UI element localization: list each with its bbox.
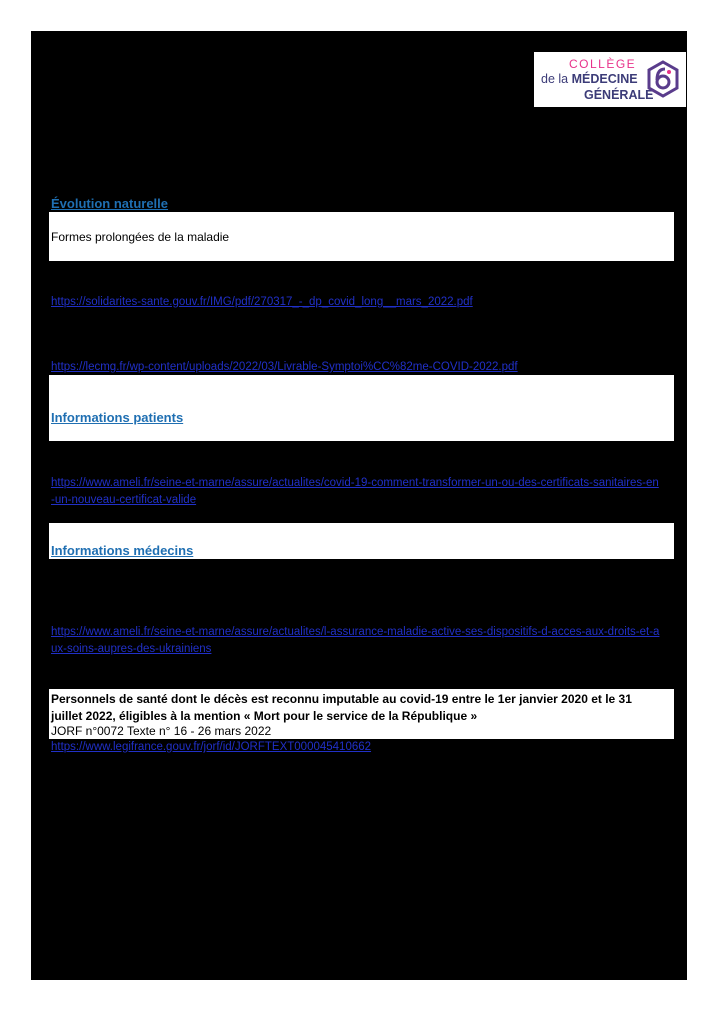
logo-line-2: de la MÉDECINE bbox=[541, 72, 638, 86]
subtitle-formes-prolongees: Formes prolongées de la maladie bbox=[51, 230, 230, 244]
link-ameli-certificats[interactable]: https://www.ameli.fr/seine-et-marne/assure/actualites/covid-19-comment-transformer-un-ou-des-certificats-sanitaires-en-un-nouveau-certificat-valide bbox=[51, 477, 659, 506]
logo-hexagon-icon bbox=[646, 60, 680, 98]
heading-informations-medecins: Informations médecins bbox=[51, 543, 194, 558]
link-legifrance[interactable]: https://www.legifrance.gouv.fr/jorf/id/JORFTEXT000045410662 bbox=[51, 741, 372, 753]
heading-evolution-naturelle: Évolution naturelle bbox=[51, 196, 169, 211]
link-lecmg-livrable[interactable]: https://lecmg.fr/wp-content/uploads/2022/03/Livrable-Symptoi%CC%82me-COVID-2022.pdf bbox=[51, 361, 518, 373]
link-solidarites-sante[interactable]: https://solidarites-sante.gouv.fr/IMG/pdf/270317_-_dp_covid_long__mars_2022.pdf bbox=[51, 296, 473, 308]
heading-informations-patients: Informations patients bbox=[51, 410, 184, 425]
jorf-title: Personnels de santé dont le décès est reconnu imputable au covid-19 entre le 1er janvier 2020 et le 31 juillet 2022, éligibles à la mention « Mort pour le service de la République » bbox=[51, 692, 632, 723]
link-ameli-ukrainiens[interactable]: https://www.ameli.fr/seine-et-marne/assure/actualites/l-assurance-maladie-active-ses-dispositifs-d-acces-aux-droits-et-aux-soins-aupres-des-ukrainiens bbox=[51, 626, 660, 655]
jorf-reference: JORF n°0072 Texte n° 16 - 26 mars 2022 bbox=[51, 724, 272, 738]
patients-box bbox=[49, 375, 674, 441]
logo-line-1: COLLÈGE bbox=[569, 57, 637, 71]
college-medecine-generale-logo bbox=[534, 52, 686, 107]
logo-line-3: GÉNÉRALE bbox=[584, 88, 654, 102]
